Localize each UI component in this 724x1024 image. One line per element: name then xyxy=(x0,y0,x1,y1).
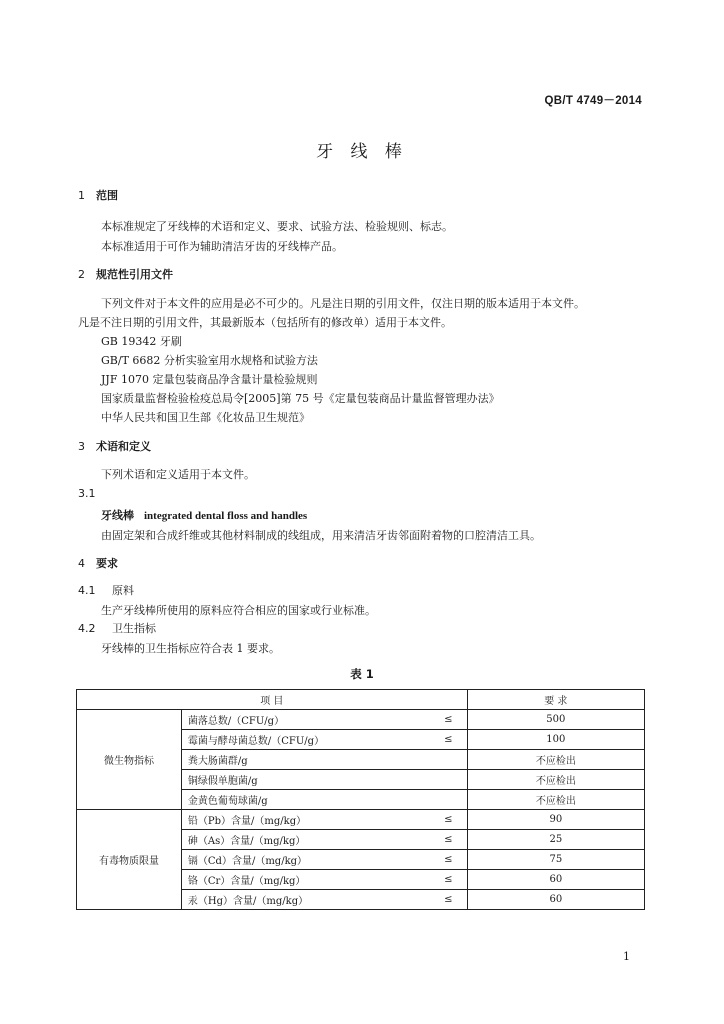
item-cell: 汞（Hg）含量/（mg/kg） xyxy=(181,890,429,910)
value-cell: 不应检出 xyxy=(467,750,644,770)
comparator-cell: ≤ xyxy=(430,870,467,890)
comparator-cell: ≤ xyxy=(430,850,467,870)
header-item: 项 目 xyxy=(77,690,468,710)
section-label: 原料 xyxy=(112,584,134,597)
item-cell: 粪大肠菌群/g xyxy=(181,750,467,770)
section-4-2-text: 牙线棒的卫生指标应符合表 1 要求。 xyxy=(101,642,280,655)
page-number: 1 xyxy=(623,950,630,963)
comparator-cell: ≤ xyxy=(430,730,467,750)
section-2-paragraph-1-continued: 凡是不注日期的引用文件，其最新版本（包括所有的修改单）适用于本文件。 xyxy=(78,316,452,329)
section-label: 范围 xyxy=(96,189,118,202)
section-number: 1 xyxy=(78,189,85,202)
reference-item: 国家质量监督检验检疫总局令[2005]第 75 号《定量包装商品计量监督管理办法》 xyxy=(101,392,500,405)
section-4-1-heading xyxy=(78,582,134,598)
section-3-paragraph-1: 下列术语和定义适用于本文件。 xyxy=(101,468,255,481)
section-2-paragraph-1: 下列文件对于本文件的应用是必不可少的。凡是注日期的引用文件，仅注日期的版本适用于本文件。 xyxy=(101,297,585,310)
group-label: 有毒物质限量 xyxy=(77,810,182,910)
section-1-heading xyxy=(78,187,118,203)
comparator-cell: ≤ xyxy=(430,810,467,830)
section-3-heading xyxy=(78,438,151,454)
term-number: 3.1 xyxy=(78,487,96,500)
table-row xyxy=(77,810,645,830)
value-cell: 100 xyxy=(467,730,644,750)
section-number: 4.2 xyxy=(78,622,96,635)
item-cell: 砷（As）含量/（mg/kg） xyxy=(181,830,429,850)
reference-item: GB 19342 牙刷 xyxy=(101,335,182,348)
item-cell: 铬（Cr）含量/（mg/kg） xyxy=(181,870,429,890)
reference-item: GB/T 6682 分析实验室用水规格和试验方法 xyxy=(101,354,318,367)
item-cell: 铅（Pb）含量/（mg/kg） xyxy=(181,810,429,830)
item-cell: 霉菌与酵母菌总数/（CFU/g） xyxy=(181,730,429,750)
comparator-cell: ≤ xyxy=(430,710,467,730)
value-cell: 90 xyxy=(467,810,644,830)
header-requirement: 要 求 xyxy=(467,690,644,710)
value-cell: 不应检出 xyxy=(467,790,644,810)
section-label: 要求 xyxy=(96,557,118,570)
value-cell: 25 xyxy=(467,830,644,850)
value-cell: 60 xyxy=(467,890,644,910)
requirements-table xyxy=(76,689,645,910)
section-2-heading xyxy=(78,266,173,282)
comparator-cell: ≤ xyxy=(430,890,467,910)
value-cell: 不应检出 xyxy=(467,770,644,790)
term-entry xyxy=(101,507,307,523)
section-1-paragraph-1: 本标准规定了牙线棒的术语和定义、要求、试验方法、检验规则、标志。 xyxy=(101,220,453,233)
group-label: 微生物指标 xyxy=(77,710,182,810)
table-header-row xyxy=(77,690,645,710)
section-label: 规范性引用文件 xyxy=(96,268,173,281)
table-row xyxy=(77,710,645,730)
document-title: 牙 线 棒 xyxy=(316,142,408,162)
value-cell: 60 xyxy=(467,870,644,890)
item-cell: 铜绿假单胞菌/g xyxy=(181,770,467,790)
reference-item: JJF 1070 定量包装商品净含量计量检验规则 xyxy=(101,373,318,386)
item-cell: 金黄色葡萄球菌/g xyxy=(181,790,467,810)
term-definition: 由固定架和合成纤维或其他材料制成的线组成，用来清洁牙齿邻面附着物的口腔清洁工具。 xyxy=(101,529,541,542)
reference-item: 中华人民共和国卫生部《化妆品卫生规范》 xyxy=(101,411,310,424)
table-caption: 表 1 xyxy=(350,667,374,681)
section-number: 2 xyxy=(78,268,85,281)
section-number: 4.1 xyxy=(78,584,96,597)
value-cell: 75 xyxy=(467,850,644,870)
section-4-1-text: 生产牙线棒所使用的原料应符合相应的国家或行业标准。 xyxy=(101,604,376,617)
section-number: 3 xyxy=(78,440,85,453)
section-number: 4 xyxy=(78,557,85,570)
value-cell: 500 xyxy=(467,710,644,730)
section-4-heading xyxy=(78,555,118,571)
term-chinese: 牙线棒 xyxy=(101,509,134,522)
standard-code: QB/T 4749－2014 xyxy=(544,95,642,107)
section-4-2-heading xyxy=(78,620,156,636)
item-cell: 镉（Cd）含量/（mg/kg） xyxy=(181,850,429,870)
section-1-paragraph-2: 本标准适用于可作为辅助清洁牙齿的牙线棒产品。 xyxy=(101,240,343,253)
section-label: 术语和定义 xyxy=(96,440,151,453)
section-label: 卫生指标 xyxy=(112,622,156,635)
comparator-cell: ≤ xyxy=(430,830,467,850)
item-cell: 菌落总数/（CFU/g） xyxy=(181,710,429,730)
term-english: integrated dental floss and handles xyxy=(144,510,308,522)
